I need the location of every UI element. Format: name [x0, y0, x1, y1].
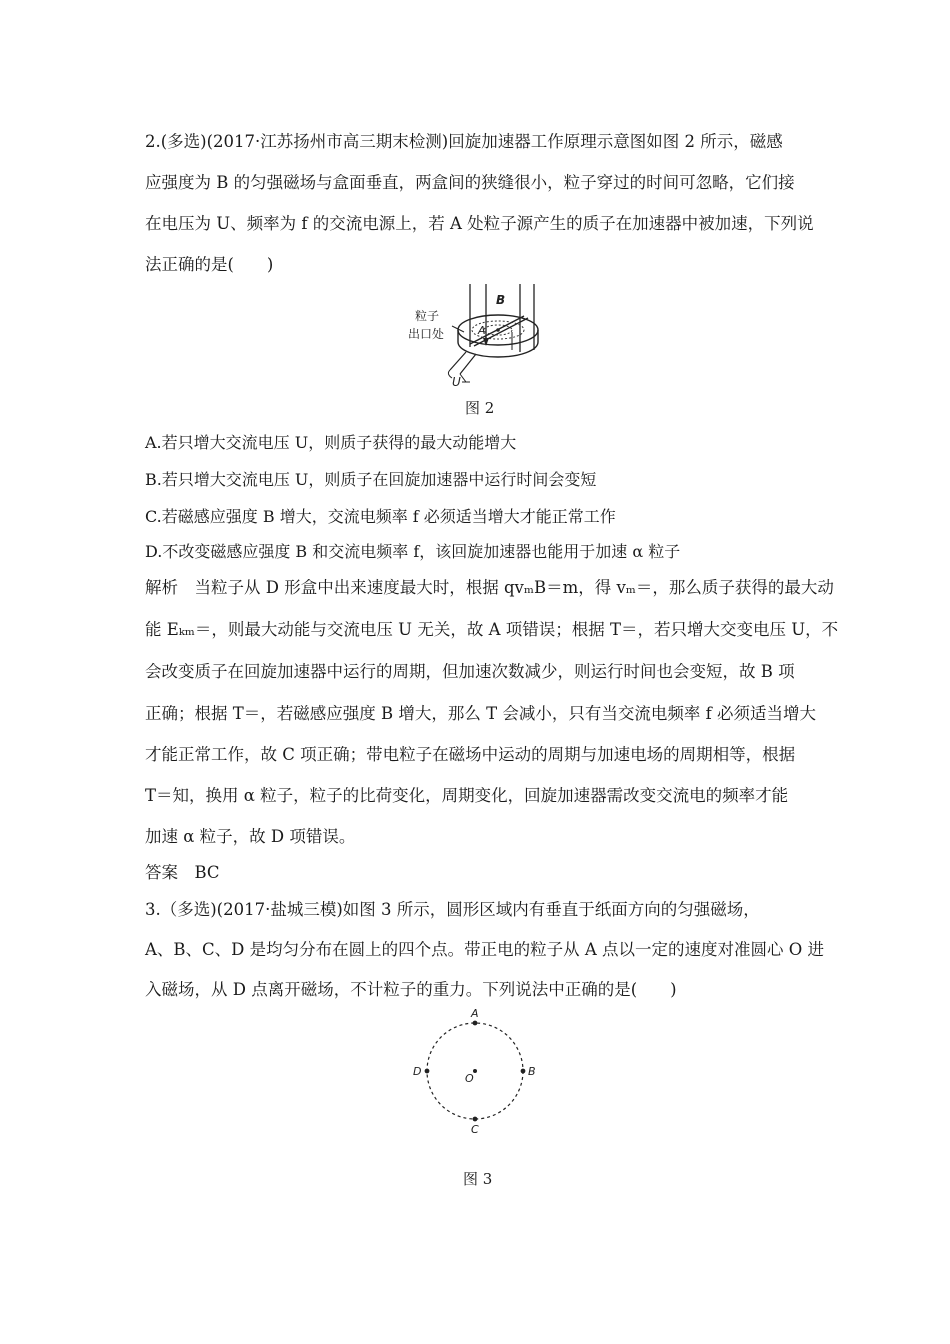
fig3-caption: 图 3: [463, 1170, 493, 1188]
fig2-label-u: U: [452, 375, 461, 387]
fig3-label-b: B: [528, 1065, 536, 1078]
fig2-label-a: A: [478, 324, 486, 337]
fig3-label-o: O: [465, 1072, 474, 1085]
option-d: D.不改变磁感应强度 B 和交流电频率 f，该回旋加速器也能用于加速 α 粒子: [145, 542, 681, 561]
cyclotron-figure: [400, 282, 560, 387]
q2-line-4: 法正确的是( ): [145, 255, 274, 274]
q2-answer: 答案 BC: [145, 863, 220, 882]
q2-line-2: 应强度为 B 的匀强磁场与盒面垂直，两盒间的狭缝很小，粒子穿过的时间可忽略，它们接: [145, 173, 795, 192]
q3-line-3: 入磁场，从 D 点离开磁场，不计粒子的重力。下列说法中正确的是( ): [145, 980, 677, 999]
analysis-line-6: T＝知，换用 α 粒子，粒子的比荷变化，周期变化，回旋加速器需改变交流电的频率才能: [145, 786, 789, 805]
analysis-line-2: 能 Eₖₘ＝，则最大动能与交流电压 U 无关，故 A 项错误；根据 T＝，若只增大交变电压 U，不: [145, 620, 839, 639]
analysis-line-7: 加速 α 粒子，故 D 项错误。: [145, 827, 356, 846]
option-b: B.若只增大交流电压 U，则质子在回旋加速器中运行时间会变短: [145, 470, 597, 489]
fig2-label-b: B: [496, 293, 506, 307]
fig3-label-d: D: [413, 1065, 422, 1078]
fig2-label-outlet-1: 粒子: [415, 309, 440, 323]
q2-line-3: 在电压为 U、频率为 f 的交流电源上，若 A 处粒子源产生的质子在加速器中被加速，下列说: [145, 214, 814, 233]
option-c: C.若磁感应强度 B 增大，交流电频率 f 必须适当增大才能正常工作: [145, 507, 616, 526]
option-a: A.若只增大交流电压 U，则质子获得的最大动能增大: [145, 433, 517, 452]
analysis-line-1: 解析 当粒子从 D 形盒中出来速度最大时，根据 qvₘB＝m，得 vₘ＝，那么质子获得的最大动: [145, 578, 834, 597]
circle-figure: [405, 1005, 545, 1140]
fig3-label-c: C: [471, 1123, 479, 1136]
q3-line-2: A、B、C、D 是均匀分布在圆上的四个点。带正电的粒子从 A 点以一定的速度对准圆心 O 进: [145, 940, 825, 959]
analysis-line-5: 才能正常工作，故 C 项正确；带电粒子在磁场中运动的周期与加速电场的周期相等，根据: [145, 745, 796, 764]
analysis-line-4: 正确；根据 T＝，若磁感应强度 B 增大，那么 T 会减小，只有当交流电频率 f 必须适当增大: [145, 704, 816, 723]
q2-line-1: 2.(多选)(2017·江苏扬州市高三期末检测)回旋加速器工作原理示意图如图 2 所示，磁感: [145, 132, 783, 151]
q3-line-1: 3.（多选)(2017·盐城三模)如图 3 所示，圆形区域内有垂直于纸面方向的匀强磁场，: [145, 900, 760, 919]
analysis-line-3: 会改变质子在回旋加速器中运行的周期，但加速次数减少，则运行时间也会变短，故 B 项: [145, 662, 795, 681]
fig2-caption: 图 2: [465, 399, 495, 417]
fig2-label-outlet-2: 出口处: [408, 327, 445, 341]
fig3-label-a: A: [471, 1007, 479, 1020]
